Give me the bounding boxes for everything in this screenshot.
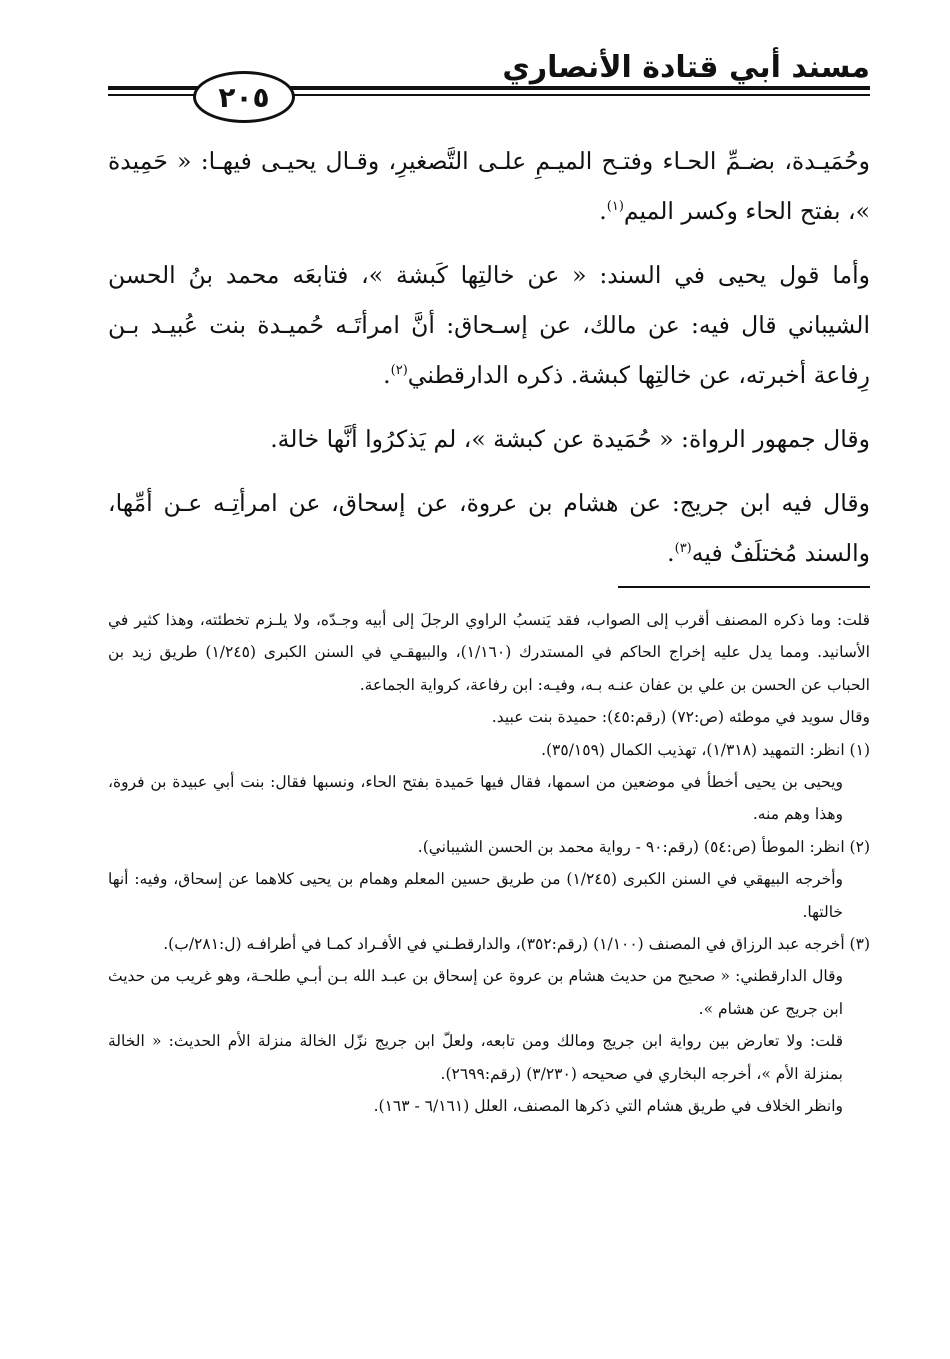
running-header-title: مسند أبي قتادة الأنصاري [502,50,870,85]
footnote-3-quote: وقال الدارقطني: « صحيح من حديث هشام بن عروة عن إسحاق بن عبـد الله بـن أبـي طلحـة، وهو غريب من حديث ابن جريج عن هشام ». [108,967,843,1018]
page-number: ٢٠٥ [218,80,270,114]
footnote-ref-2[interactable]: (٢) [390,363,408,379]
main-paragraph-1-end: . [599,197,607,225]
main-paragraph-1-text: وحُمَيـدة، بضـمِّ الحـاء وفتـح الميـمِ علـى التَّصغيرِ، وقـال يحيـى فيهـا: « حَمِيدة »، بفتح الحاء وكسر الميم [108,147,870,225]
page-number-badge [193,71,295,123]
main-paragraph-3: وقال جمهور الرواة: « حُمَيدة عن كبشة »، لم يَذكرُوا أنَّها خالة. [270,425,870,453]
footnote-ref-3[interactable]: (٣) [674,541,692,557]
footnote-ref-1[interactable]: (١) [606,199,624,215]
footnote-1-note: ويحيى بن يحيى أخطأ في موضعين من اسمها، فقال فيها حَميدة بفتح الحاء، ونسبها فقال: بنت أبي عبيدة بن فروة، وهذا وهم منه. [108,773,843,824]
main-paragraph-4-end: . [667,539,675,567]
footnote-3-comment: قلت: ولا تعارض بين رواية ابن جريج ومالك ومن تابعه، ولعلّ ابن جريج نزّل الخالة منزلة الأم الحديث: « الخالة بمنزلة الأم »، أخرجه البخاري في صحيحه (٣/٢٣٠) (رقم:٢٦٩٩). [108,1032,843,1083]
footnote-1: (١) انظر: التمهيد (١/٣١٨)، تهذيب الكمال (٣٥/١٥٩). [541,740,870,759]
footnote-2: (٢) انظر: الموطأ (ص:٥٤) (رقم:٩٠ - رواية محمد بن الحسن الشيباني). [417,837,870,856]
footnotes [108,604,870,1123]
footnote-3-reference: وانظر الخلاف في طريق هشام التي ذكرها المصنف، العلل (٦/١٦١ - ١٦٣). [373,1097,843,1116]
footnote-2-note: وأخرجه البيهقي في السنن الكبرى (١/٢٤٥) من طريق حسين المعلم وهمام بن يحيى كلاهما عن إسحاق، وفيه: أنها خالتها. [108,870,843,921]
main-text [108,136,870,592]
main-paragraph-2-end: . [383,361,391,389]
main-paragraph-4-text: وقال فيه ابن جريج: عن هشام بن عروة، عن إسحاق، عن امرأتِـه عـن أمِّها، والسند مُختلَفٌ فيه [108,489,870,567]
footnote-continuation-1: قلت: وما ذكره المصنف أقرب إلى الصواب، فقد يَنسبُ الراوي الرجلَ إلى أبيه وجـدّه، ولا يلـزم تخطئته، وهذا كثير في الأسانيد. ومما يدل عليه إخراج الحاكم في المستدرك (١/١٦٠)، والبيهقـي في السنن الكبرى (١/٢٤٥) طريق زيد بن الحباب عن الحسن بن علي بن عفان عنـه بـه، وفيـه: ابن رفاعة، كرواية الجماعة. [108,611,870,694]
main-paragraph-4 [108,478,870,578]
footnote-separator [618,586,870,588]
main-paragraph-2-text: وأما قول يحيى في السند: « عن خالتِها كَبشة »، فتابعَه محمد بنُ الحسن الشيباني قال فيه: عن مالك، عن إسـحاق: أنَّ امرأتَـه حُميـدة بنت عُبيـد بـن رِفاعة أخبرته، عن خالتِها كبشة. ذكره الدارقطني [108,261,870,389]
footnote-3: (٣) أخرجه عبد الرزاق في المصنف (١/١٠٠) (رقم:٣٥٢)، والدارقطـني في الأفـراد كمـا في أطرافـه (ل:٢٨١/ب). [163,935,870,954]
footnote-continuation-2: وقال سويد في موطئه (ص:٧٢) (رقم:٤٥): حميدة بنت عبيد. [491,708,870,727]
main-paragraph-2 [108,250,870,400]
main-paragraph-1 [108,136,870,236]
